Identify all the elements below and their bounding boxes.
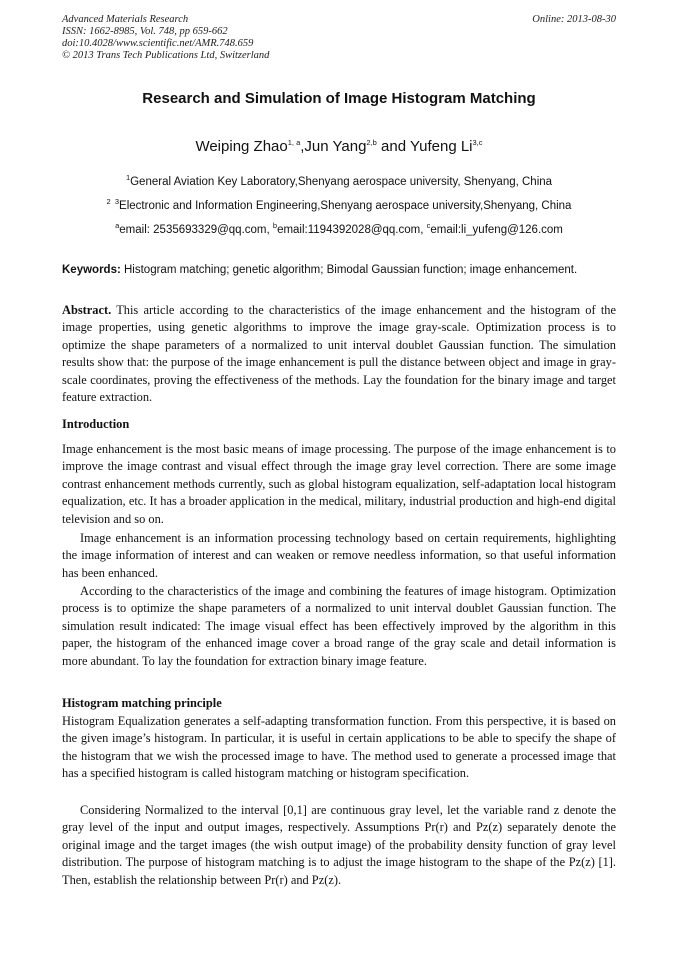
email-text: email:1194392028@qq.com, bbox=[277, 224, 427, 236]
author-sup: 2,b bbox=[366, 138, 377, 147]
copyright-line: © 2013 Trans Tech Publications Ltd, Switzerland bbox=[62, 50, 270, 61]
intro-paragraph-1: Image enhancement is the most basic means of image processing. The purpose of the image enhancement is to improve the image contrast and visual effect through the image gray level correction. There are some image contrast enhancement methods currently, such as global histogram equalization, self-adaptation local histogram equalization, etc. It has a broader application in the medical, military, industrial production and high-end digital television and so on. bbox=[62, 442, 616, 526]
keywords-label: Keywords: bbox=[62, 264, 121, 276]
keywords-block bbox=[62, 262, 616, 279]
email-text: email: 2535693329@qq.com, bbox=[119, 224, 273, 236]
journal-header bbox=[62, 14, 616, 62]
affiliation-1 bbox=[62, 173, 616, 188]
issn-line: ISSN: 1662-8985, Vol. 748, pp 659-662 bbox=[62, 26, 228, 37]
author-sup: 1, a bbox=[287, 138, 301, 147]
intro-paragraph-3: According to the characteristics of the image and combining the features of image histogram. Optimization process is to optimize the shape parameters of a normalized to unit interval doublet Gaussian function. The simulation result indicated: The image visual effect has been effectively improved by the algorithm in this paper, the histogram of the enhanced image cover a broad range of the gray scale and detail information is more abundant. To lay the foundation for extraction binary image feature. bbox=[62, 584, 616, 668]
section-heading-introduction: Introduction bbox=[62, 417, 130, 431]
intro-paragraph-2: Image enhancement is an information processing technology based on certain requirements, highlighting the image information of interest and can weaken or remove needless information, so that useful information has been enhanced. bbox=[62, 531, 616, 580]
affiliation-2-3 bbox=[62, 197, 616, 212]
abstract-text: This article according to the characteristics of the image enhancement and the histogram of the image properties, using genetic algorithms to improve the image gray-scale. Optimization process is to optimize the shape parameters of a normalized to unit interval doublet Gaussian function. The simulation results show that: the purpose of the image enhancement is pull the distance between object and image in gray-scale coordinates, proving the effectiveness of the methods. Lay the foundation for the binary image and target feature extraction. bbox=[62, 303, 616, 405]
author-sup: 3,c bbox=[472, 138, 483, 147]
hmp-paragraph-1: Histogram Equalization generates a self-adapting transformation function. From this perspective, it is based on the given image’s histogram. In particular, it is useful in certain applications to be able to specify the shape of the histogram that we wish the processed image to have. The method used to generate a processed image that has a specified histogram is called histogram matching or histogram specification. bbox=[62, 714, 616, 781]
email-text: email:li_yufeng@126.com bbox=[430, 224, 563, 236]
author-name: Weiping Zhao bbox=[195, 138, 288, 155]
online-date: Online: 2013-08-30 bbox=[532, 14, 616, 25]
affiliation-sup: 2 3 bbox=[106, 197, 120, 207]
author-name: ,Jun Yang bbox=[300, 138, 367, 155]
email-line bbox=[62, 221, 616, 236]
abstract-paragraph bbox=[62, 302, 616, 406]
paper-title: Research and Simulation of Image Histogram Matching bbox=[142, 90, 536, 107]
affiliation-text: General Aviation Key Laboratory,Shenyang aerospace university, Shenyang, China bbox=[130, 176, 553, 188]
email-sup: a bbox=[115, 221, 120, 231]
affiliation-sup: 1 bbox=[125, 173, 131, 183]
affiliation-text: Electronic and Information Engineering,Shenyang aerospace university,Shenyang, China bbox=[119, 200, 572, 212]
journal-name: Advanced Materials Research bbox=[62, 14, 189, 25]
keywords-text: Histogram matching; genetic algorithm; Bimodal Gaussian function; image enhancement. bbox=[120, 264, 578, 276]
email-sup: b bbox=[272, 221, 278, 231]
section-heading-histogram-matching: Histogram matching principle bbox=[62, 696, 222, 710]
author-line bbox=[62, 138, 616, 155]
email-sup: c bbox=[426, 221, 431, 231]
doi-line: doi:10.4028/www.scientific.net/AMR.748.659 bbox=[62, 38, 254, 49]
abstract-label: Abstract. bbox=[62, 303, 112, 317]
author-name: and Yufeng Li bbox=[376, 138, 473, 155]
hmp-paragraph-2: Considering Normalized to the interval [0,1] are continuous gray level, let the variable rand z denote the gray level of the input and output images, respectively. Assumptions Pr(r) and Pz(z) separately denote the original image and the target images (the wish output image) of the probability density function of gray level distribution. The purpose of histogram matching is to adjust the image histogram to the shape of the Pz(z) [1]. Then, establish the relationship between Pr(r) and Pz(z). bbox=[62, 803, 616, 887]
